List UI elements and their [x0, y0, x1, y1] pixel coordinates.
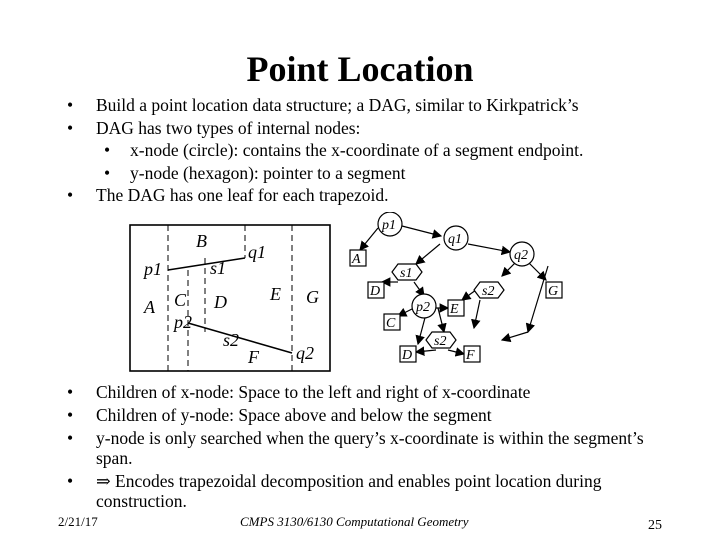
bullet-item: • Children of x-node: Space to the left and right of x-coordinate	[58, 382, 678, 402]
dag-leaf-label: A	[352, 252, 361, 267]
trapezoidal-decomposition-figure	[128, 222, 334, 374]
point-label: q2	[296, 343, 314, 363]
point-label: p2	[174, 312, 192, 332]
dag-edge	[416, 350, 436, 352]
segment-s2	[188, 323, 292, 353]
region-label: C	[174, 290, 187, 310]
dag-node-label: p1	[382, 218, 396, 233]
dag-edge	[402, 226, 441, 236]
region-label: E	[270, 284, 281, 304]
dag-figure	[348, 212, 572, 370]
dag-edge	[468, 244, 510, 252]
dag-leaf-label: F	[466, 348, 475, 363]
bullet-item: • Build a point location data structure; a DAG, similar to Kirkpatrick’s	[58, 94, 583, 117]
bullet-item: • DAG has two types of internal nodes:	[58, 117, 583, 140]
segment-label: s2	[223, 330, 240, 350]
slide-title: Point Location	[246, 49, 474, 89]
bullet-list-top	[58, 94, 583, 207]
dag-node-label: q2	[514, 248, 528, 263]
dag-leaf-label: C	[386, 316, 396, 331]
bullet-list-bottom	[58, 382, 678, 514]
dag-edge	[448, 350, 464, 354]
region-label: D	[214, 292, 227, 312]
bullet-item: • The DAG has one leaf for each trapezoid.	[58, 184, 583, 207]
dag-leaf-label: G	[548, 284, 559, 299]
dag-edge	[474, 300, 480, 328]
dag-edge	[528, 262, 546, 280]
bullet-subitem: • x-node (circle): contains the x-coordinate of a segment endpoint.	[58, 139, 583, 162]
segment-label: s1	[210, 258, 227, 278]
dag-edge	[528, 266, 548, 332]
dag-node-label: s2	[434, 334, 447, 349]
footer-course: CMPS 3130/6130 Computational Geometry	[240, 514, 469, 529]
dag-leaf-label: D	[370, 284, 381, 299]
dag-node-label: q1	[448, 232, 462, 247]
bullet-item: • ⇒ Encodes trapezoidal decomposition and enables point location during construction.	[58, 471, 678, 511]
segment-s1	[168, 258, 245, 270]
point-label: p1	[144, 259, 162, 279]
dag-edge	[438, 308, 444, 332]
region-label: A	[144, 297, 155, 317]
bullet-subitem: • y-node (hexagon): pointer to a segment	[58, 162, 583, 185]
page-number: 25	[648, 518, 662, 533]
dag-node-label: p2	[416, 300, 430, 315]
dag-node-label: s2	[482, 284, 495, 299]
region-label: B	[196, 231, 207, 251]
bullet-item: • Children of y-node: Space above and below the segment	[58, 405, 678, 425]
bullet-item: • y-node is only searched when the query’s x-coordinate is within the segment’s span.	[58, 428, 678, 468]
region-label: G	[306, 287, 319, 307]
point-label: q1	[248, 242, 266, 262]
dag-edge	[462, 290, 476, 300]
dag-leaf-label: D	[402, 348, 413, 363]
dag-edge	[502, 332, 528, 340]
region-label: F	[248, 347, 259, 367]
dag-edge	[416, 244, 440, 264]
dag-leaf-label: E	[450, 302, 459, 317]
dag-edge	[360, 228, 378, 250]
dag-edge	[502, 262, 516, 276]
footer-date: 2/21/17	[58, 514, 98, 529]
dag-node-label: s1	[400, 266, 413, 281]
